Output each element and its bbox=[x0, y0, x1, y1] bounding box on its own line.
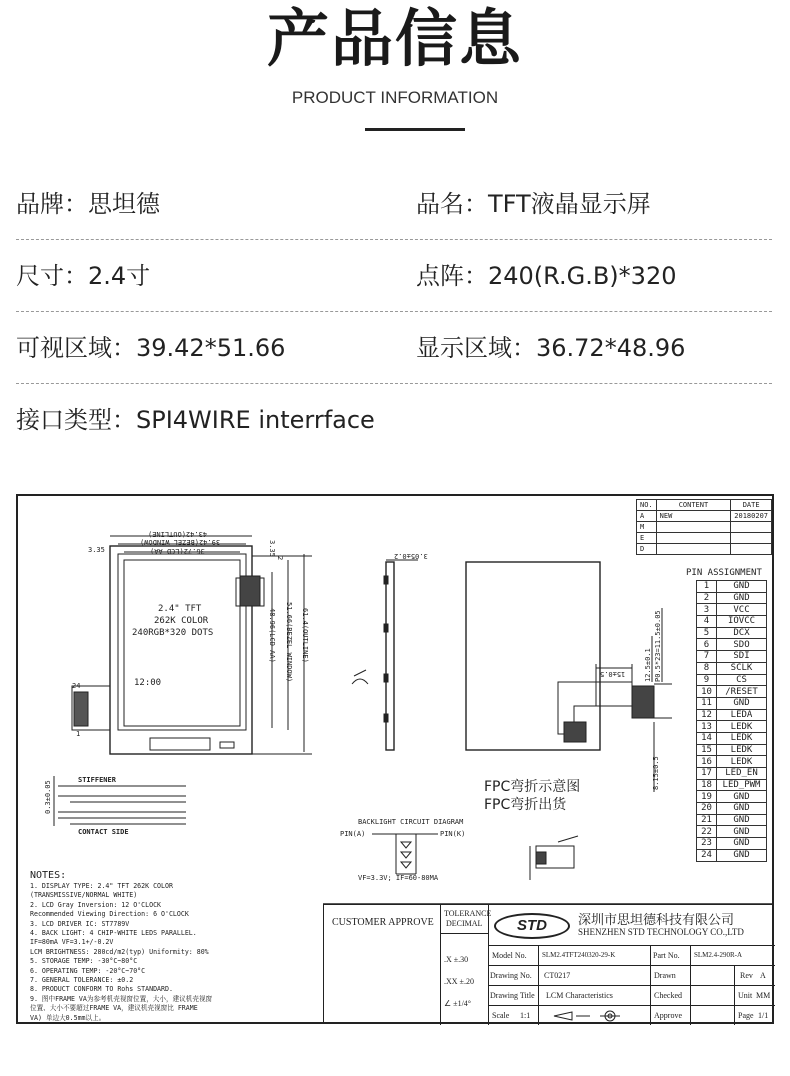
lcd-text-size: 2.4" TFT bbox=[158, 604, 202, 614]
page-title: 产品信息 bbox=[266, 2, 523, 75]
pin-row bbox=[697, 592, 767, 604]
scale-label: Scale bbox=[492, 1011, 510, 1020]
pin-row bbox=[697, 779, 767, 791]
part-no-value: SLM2.4-290R-A bbox=[694, 951, 743, 959]
note-line: 7. GENERAL TOLERANCE: ±0.2 bbox=[30, 976, 134, 985]
pin-number: 23 bbox=[697, 838, 717, 850]
tolerance-xx: .XX ±.20 bbox=[444, 977, 474, 986]
brand-text: 品牌：思坦德 bbox=[16, 190, 160, 218]
unit-value: MM bbox=[756, 991, 771, 1000]
info-row-area bbox=[16, 312, 772, 384]
rev-header-date: DATE bbox=[731, 500, 772, 511]
pin-signal: GND bbox=[717, 592, 767, 604]
dim-fpc-pitch: P0.5*23=11.5±0.05 bbox=[654, 610, 662, 682]
note-line: Recommended Viewing Direction: 6 O'CLOCK bbox=[30, 910, 189, 919]
pin-number: 7 bbox=[697, 651, 717, 663]
rev-content bbox=[656, 533, 731, 544]
pin-number: 5 bbox=[697, 627, 717, 639]
std-logo: STD bbox=[494, 913, 570, 939]
pin-row bbox=[697, 791, 767, 803]
rev-content: NEW bbox=[656, 511, 731, 522]
note-line: LCM BRIGHTNESS: 280cd/m2(typ) Uniformity: 80% bbox=[30, 947, 209, 956]
pin-number: 1 bbox=[697, 581, 717, 593]
pin-signal: /RESET bbox=[717, 686, 767, 698]
pin-number: 6 bbox=[697, 639, 717, 651]
title-underline bbox=[365, 128, 465, 131]
pin-number: 16 bbox=[697, 756, 717, 768]
model-no-value: SLM2.4TFT240320-29-K bbox=[542, 951, 616, 959]
dim-lcd-width: 36.72(LCD AA) bbox=[150, 547, 205, 555]
pin-row bbox=[697, 604, 767, 616]
pin-signal: DCX bbox=[717, 627, 767, 639]
interface-text: 接口类型：SPI4WIRE interrface bbox=[16, 406, 375, 434]
technical-drawing bbox=[16, 494, 774, 1024]
pin-signal: LEDK bbox=[717, 756, 767, 768]
pin-row bbox=[697, 662, 767, 674]
backlight-title: BACKLIGHT CIRCUIT DIAGRAM bbox=[358, 818, 464, 826]
backlight-pin-k: PIN(K) bbox=[440, 830, 466, 838]
pin-number: 9 bbox=[697, 674, 717, 686]
pin-number: 18 bbox=[697, 779, 717, 791]
rev-value: A bbox=[760, 971, 766, 980]
rev-no: E bbox=[637, 533, 657, 544]
pin-number: 3 bbox=[697, 604, 717, 616]
scale-value: 1:1 bbox=[520, 1011, 531, 1020]
pin-row bbox=[697, 814, 767, 826]
pin-signal: GND bbox=[717, 826, 767, 838]
customer-approve-label: CUSTOMER APPROVE bbox=[332, 917, 434, 928]
unit-label: Unit bbox=[738, 991, 753, 1000]
pin-signal: CS bbox=[717, 674, 767, 686]
note-line: 2. LCD Gray Inversion: 12 O'CLOCK bbox=[30, 900, 162, 909]
pin-number: 13 bbox=[697, 721, 717, 733]
pin-number: 14 bbox=[697, 732, 717, 744]
dim-3-35-right: 3.35 bbox=[268, 540, 276, 557]
dim-outline-width: 43.42(OUTLINE) bbox=[148, 530, 208, 538]
drawing-title-value: LCM Characteristics bbox=[546, 991, 613, 1000]
dim-bezel-width: 39.42(BEZEL WINDOW) bbox=[140, 538, 221, 546]
dim-fpc-width: 12.5±0.1 bbox=[644, 648, 652, 682]
pin-row bbox=[697, 674, 767, 686]
dim-lcd-height: 48.96(LCD AA) bbox=[268, 608, 276, 663]
pin-row bbox=[697, 581, 767, 593]
company-name-cn: 深圳市思坦德科技有限公司 bbox=[578, 913, 735, 928]
contact-side-label: CONTACT SIDE bbox=[78, 828, 129, 836]
rev-date: 20180207 bbox=[731, 511, 772, 522]
title-block bbox=[323, 904, 774, 1024]
drawing-no-value: CT0217 bbox=[544, 971, 571, 980]
pin-row bbox=[697, 803, 767, 815]
pin-signal: GND bbox=[717, 791, 767, 803]
decimal-label: DECIMAL bbox=[446, 919, 483, 928]
dim-3-35-left: 3.35 bbox=[88, 546, 105, 554]
dim-fpc-15: 15±0.5 bbox=[600, 670, 626, 678]
pin-row bbox=[697, 849, 767, 861]
resolution-text: 点阵：240(R.G.B)*320 bbox=[416, 262, 677, 290]
pin-assignment-table bbox=[696, 580, 767, 862]
company-name-en: SHENZHEN STD TECHNOLOGY CO.,LTD bbox=[578, 927, 744, 937]
pin-number: 12 bbox=[697, 709, 717, 721]
note-line: 1. DISPLAY TYPE: 2.4" TFT 262K COLOR bbox=[30, 882, 173, 890]
fpc-bend-diagram-label: FPC弯折示意图 bbox=[484, 779, 581, 795]
lcd-text-color: 262K COLOR bbox=[154, 616, 209, 626]
info-row-brand bbox=[16, 168, 772, 240]
product-name-text: 品名：TFT液晶显示屏 bbox=[416, 190, 651, 218]
rev-date bbox=[731, 522, 772, 533]
rev-header-no: NO. bbox=[637, 500, 657, 511]
pin-row bbox=[697, 732, 767, 744]
pin-signal: LEDK bbox=[717, 744, 767, 756]
stiffener-label: STIFFENER bbox=[78, 776, 116, 784]
note-line: 6. OPERATING TEMP: -20°C~70°C bbox=[30, 966, 146, 975]
pin-signal: GND bbox=[717, 849, 767, 861]
pin-signal: GND bbox=[717, 803, 767, 815]
rev-no: A bbox=[637, 511, 657, 522]
pin-signal: LED_PWM bbox=[717, 779, 767, 791]
dim-fpc-thickness: 0.3±0.05 bbox=[44, 780, 52, 814]
backlight-spec: VF=3.3V; IF=60-80MA bbox=[358, 874, 439, 882]
pin-row bbox=[697, 768, 767, 780]
projection-symbol-icon bbox=[550, 1009, 640, 1023]
pin-signal: SDI bbox=[717, 651, 767, 663]
note-line: 位置、大小不要超过FRAME VA，建议机壳视窗比 FRAME bbox=[30, 1004, 198, 1013]
pin-number: 19 bbox=[697, 791, 717, 803]
info-row-interface bbox=[16, 384, 772, 456]
pin-row bbox=[697, 744, 767, 756]
tolerance-x: .X ±.30 bbox=[444, 955, 469, 964]
rev-header-content: CONTENT bbox=[656, 500, 731, 511]
pin-signal: IOVCC bbox=[717, 616, 767, 628]
pin-number: 2 bbox=[697, 592, 717, 604]
pin-signal: LEDK bbox=[717, 732, 767, 744]
tolerance-angle: ∠ ±1/4° bbox=[444, 999, 471, 1008]
active-area-text: 显示区域：36.72*48.96 bbox=[416, 334, 686, 362]
pin-signal: SDO bbox=[717, 639, 767, 651]
pin-signal: SCLK bbox=[717, 662, 767, 674]
pin-number: 10 bbox=[697, 686, 717, 698]
dim-thickness: 3.05±0.2 bbox=[394, 552, 428, 560]
pin-row bbox=[697, 697, 767, 709]
view-area-text: 可视区域：39.42*51.66 bbox=[16, 334, 286, 362]
pin-24-label: 24 bbox=[72, 682, 81, 690]
pin-signal: LED_EN bbox=[717, 768, 767, 780]
rev-label: Rev bbox=[740, 971, 753, 980]
pin-row bbox=[697, 686, 767, 698]
pin-assignment-title: PIN ASSIGNMENT bbox=[686, 568, 762, 578]
pin-number: 8 bbox=[697, 662, 717, 674]
pin-signal: LEDK bbox=[717, 721, 767, 733]
page-label: Page bbox=[738, 1011, 754, 1020]
model-no-label: Model No. bbox=[492, 951, 527, 960]
pin-number: 4 bbox=[697, 616, 717, 628]
dim-bezel-height: 51.66(BEZEL WINDOW) bbox=[285, 602, 293, 683]
notes-title: NOTES: bbox=[30, 870, 67, 881]
pin-number: 22 bbox=[697, 826, 717, 838]
pin-signal: GND bbox=[717, 697, 767, 709]
pin-row bbox=[697, 639, 767, 651]
pin-row bbox=[697, 826, 767, 838]
pin-number: 24 bbox=[697, 849, 717, 861]
pin-row bbox=[697, 616, 767, 628]
size-text: 尺寸：2.4寸 bbox=[16, 262, 151, 290]
drawing-no-label: Drawing No. bbox=[490, 971, 532, 980]
note-line: 4. BACK LIGHT: 4 CHIP-WHITE LEDS PARALLEL. bbox=[30, 929, 197, 938]
pin-signal: GND bbox=[717, 838, 767, 850]
pin-signal: GND bbox=[717, 581, 767, 593]
fpc-bend-ship-label: FPC弯折出货 bbox=[484, 797, 567, 813]
rev-date bbox=[731, 533, 772, 544]
pin-number: 21 bbox=[697, 814, 717, 826]
drawing-title-label: Drawing Title bbox=[490, 991, 535, 1000]
pin-number: 17 bbox=[697, 768, 717, 780]
dim-fpc-length: 8.15±0.5 bbox=[652, 756, 660, 790]
info-row-size bbox=[16, 240, 772, 312]
backlight-pin-a: PIN(A) bbox=[340, 830, 366, 838]
lcd-time: 12:00 bbox=[134, 678, 162, 688]
pin-number: 11 bbox=[697, 697, 717, 709]
note-line: 9. 图中FRAME VA为参考机壳视窗位置，大小，建议机壳视窗 bbox=[30, 994, 213, 1003]
pin-1-label: 1 bbox=[76, 730, 81, 738]
pin-row bbox=[697, 721, 767, 733]
approve-label: Approve bbox=[654, 1011, 682, 1020]
rev-content bbox=[656, 544, 731, 555]
note-line: 8. PRODUCT CONFORM TO Rohs STANDARD. bbox=[30, 985, 173, 994]
page-value: 1/1 bbox=[758, 1011, 769, 1020]
note-line: IF=80mA VF=3.1+/-0.2V bbox=[30, 938, 114, 947]
pin-row bbox=[697, 838, 767, 850]
pin-number: 20 bbox=[697, 803, 717, 815]
page-subtitle: PRODUCT INFORMATION bbox=[291, 88, 499, 107]
rev-content bbox=[656, 522, 731, 533]
note-line: VA) 单边大0.5mm以上。 bbox=[30, 1013, 106, 1022]
lcd-text-dots: 240RGB*320 DOTS bbox=[132, 628, 214, 638]
part-no-label: Part No. bbox=[653, 951, 680, 960]
checked-label: Checked bbox=[654, 991, 682, 1000]
rev-no: M bbox=[637, 522, 657, 533]
tolerance-label: TOLERANCE bbox=[444, 909, 492, 918]
rev-date bbox=[731, 544, 772, 555]
pin-signal: GND bbox=[717, 814, 767, 826]
pin-signal: LEDA bbox=[717, 709, 767, 721]
rev-no: D bbox=[637, 544, 657, 555]
pin-row bbox=[697, 709, 767, 721]
pin-row bbox=[697, 651, 767, 663]
pin-number: 15 bbox=[697, 744, 717, 756]
revision-table bbox=[636, 499, 772, 555]
note-line: 3. LCD DRIVER IC: ST7789V bbox=[30, 919, 130, 928]
note-line: (TRANSMISSIVE/NORMAL WHITE) bbox=[30, 891, 138, 900]
drawn-label: Drawn bbox=[654, 971, 676, 980]
dim-outline-height: 61.4(OUTLINE) bbox=[301, 608, 309, 663]
pin-row bbox=[697, 756, 767, 768]
dim-2: 2 bbox=[276, 556, 284, 561]
pin-signal: VCC bbox=[717, 604, 767, 616]
notes-list bbox=[30, 882, 330, 1023]
note-line: 5. STORAGE TEMP: -30°C~80°C bbox=[30, 957, 138, 966]
pin-row bbox=[697, 627, 767, 639]
